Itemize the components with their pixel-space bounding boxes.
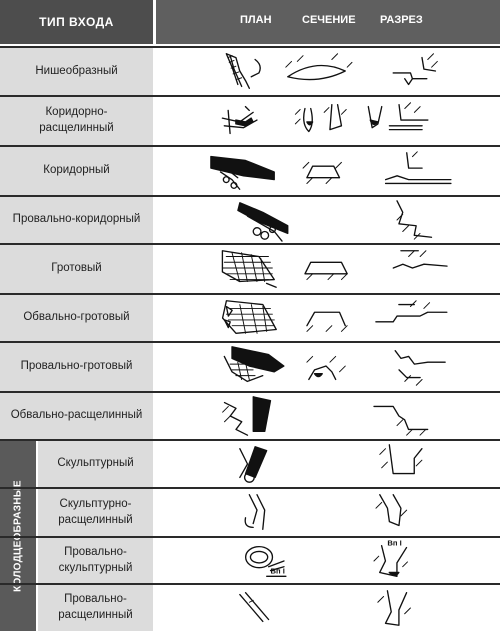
cut-drawing — [380, 445, 422, 474]
plan-drawing — [226, 54, 260, 89]
row-drawings — [156, 147, 500, 195]
row-drawings — [156, 245, 500, 293]
cut-drawing — [376, 301, 447, 322]
plan-drawing — [240, 593, 269, 622]
cut-drawing — [395, 351, 445, 386]
plan-drawing — [223, 301, 277, 334]
views-header — [156, 0, 500, 44]
row-label: Нишеобразный — [0, 48, 153, 95]
row-drawings — [156, 538, 500, 583]
cut-column-header: РАЗРЕЗ — [380, 14, 423, 26]
section-column-header: СЕЧЕНИЕ — [302, 14, 356, 26]
row-drawings — [156, 48, 500, 95]
row-label: Коридорно- расщелинный — [0, 97, 153, 145]
table-row — [0, 46, 500, 95]
marker-label: Вп I — [387, 538, 402, 548]
row-label: Провально-коридорный — [0, 197, 153, 243]
cut-drawing — [374, 406, 428, 435]
row-drawings — [156, 585, 500, 631]
type-column-header: ТИП ВХОДА — [0, 0, 153, 44]
section-drawing — [307, 312, 347, 331]
table-row — [0, 293, 500, 341]
table-row — [0, 583, 500, 631]
plan-drawing — [222, 107, 257, 134]
table-row — [0, 487, 500, 536]
cut-drawing — [378, 591, 411, 626]
table-header — [0, 0, 500, 44]
cut-drawing — [376, 495, 407, 526]
table-row — [0, 341, 500, 391]
plan-drawing — [222, 251, 276, 287]
section-drawing — [305, 262, 347, 279]
section-drawing — [307, 356, 345, 379]
row-label: Обвально-гротовый — [0, 295, 153, 341]
row-label: Коридорный — [0, 147, 153, 195]
plan-drawing — [246, 547, 286, 577]
row-drawings — [156, 393, 500, 439]
row-label: Провально- расщелинный — [38, 585, 153, 631]
table-row — [0, 95, 500, 145]
plan-drawing — [245, 495, 265, 530]
row-label: Провально-гротовый — [0, 343, 153, 391]
table-row — [0, 439, 500, 487]
row-label: Скульптурный — [38, 441, 153, 487]
row-label: Обвально-расщелинный — [0, 393, 153, 439]
row-drawings — [156, 97, 500, 145]
row-label: Скульптурно- расщелинный — [38, 489, 153, 536]
row-drawings — [156, 197, 500, 243]
cut-drawing — [397, 201, 432, 239]
cut-drawing — [386, 152, 451, 184]
table-row — [0, 391, 500, 439]
table-row — [0, 536, 500, 583]
row-drawings — [156, 489, 500, 536]
plan-drawing — [238, 203, 288, 241]
row-label: Гротовый — [0, 245, 153, 293]
plan-column-header: ПЛАН — [240, 14, 272, 26]
plan-drawing — [240, 447, 267, 482]
cut-drawing — [368, 103, 428, 130]
table-row — [0, 195, 500, 243]
cut-drawing — [393, 54, 437, 85]
table-row — [0, 145, 500, 195]
cut-drawing — [393, 251, 447, 268]
marker-label: Вп I — [270, 566, 285, 576]
row-drawings — [156, 343, 500, 391]
plan-drawing — [211, 157, 274, 190]
section-drawing — [295, 105, 346, 132]
row-drawings — [156, 441, 500, 487]
row-label: Провально- скульптурный — [38, 538, 153, 583]
section-drawing — [303, 162, 341, 183]
plan-drawing — [224, 347, 284, 382]
section-drawing — [286, 54, 352, 80]
plan-drawing — [223, 397, 271, 435]
row-drawings — [156, 295, 500, 341]
table-body — [0, 46, 500, 631]
table-row — [0, 243, 500, 293]
group-title: КОЛОДЦЕОБРАЗНЫЕ — [12, 480, 24, 592]
cut-drawing — [374, 539, 408, 577]
